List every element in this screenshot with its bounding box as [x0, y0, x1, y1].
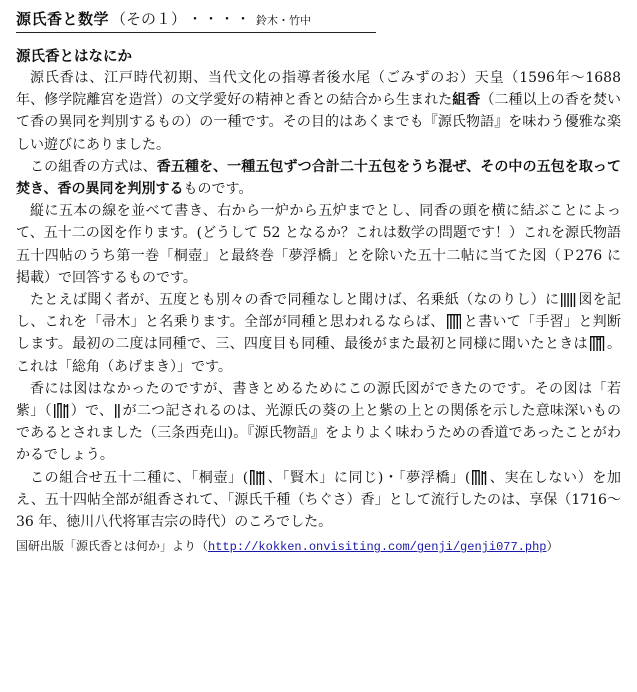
- paragraph: [16, 289, 621, 378]
- mark-bar: [603, 337, 604, 351]
- bold-text: 組香: [452, 92, 481, 109]
- paragraph: [16, 467, 621, 534]
- genji-mark-yumeukihashi-icon: [472, 470, 487, 485]
- text-run: この組香の方式は、: [30, 158, 157, 175]
- mark-bar: [590, 337, 591, 351]
- mark-bar: [118, 404, 119, 418]
- mark-link: [250, 470, 255, 471]
- body-text: [16, 67, 621, 533]
- mark-bar: [593, 337, 594, 351]
- genji-mark-tenarai-icon: [447, 314, 462, 329]
- mark-bar: [456, 315, 457, 329]
- mark-bar: [60, 404, 61, 418]
- mark-link: [472, 470, 480, 471]
- text-run: が二つ記されるのは、光源氏の葵の上と紫の上との関係を示した意味深いものであるとされました（三条西尭山)。『源氏物語』をよりよく味わうための香道であったことがわかるでしょう。: [16, 403, 621, 464]
- genji-mark-pair-icon: [115, 403, 120, 418]
- text-run: 香には図はなかったのですが、書きとめるためにこの源氏図ができたのです。その図は「若紫」（: [16, 380, 621, 420]
- paragraph: [16, 67, 621, 156]
- source-citation: 国研出版「源氏香とは何か」より（: [16, 539, 209, 554]
- mark-link: [482, 472, 487, 473]
- section-heading: 源氏香とはなにか: [16, 48, 132, 65]
- mark-link: [63, 406, 68, 407]
- genji-mark-wakamurasaki-icon: [54, 403, 69, 418]
- genji-mark-agemaki-icon: [590, 336, 605, 351]
- text-run: ものです。: [183, 181, 253, 198]
- mark-bar: [476, 471, 477, 485]
- mark-bar: [571, 293, 572, 307]
- mark-bar: [459, 315, 460, 329]
- mark-link: [447, 314, 461, 315]
- title-row: [16, 8, 376, 33]
- mark-link: [57, 403, 62, 404]
- text-run: （二種以上の香を焚いて香の異同を判別するもの）の一種です。その目的はあくまでも『源氏物語』を味わう優雅な楽しい遊びにありました。: [16, 92, 622, 153]
- mark-bar: [115, 404, 116, 418]
- mark-link: [596, 339, 601, 340]
- mark-bar: [57, 404, 58, 418]
- mark-bar: [574, 293, 575, 307]
- mark-link: [590, 336, 604, 337]
- mark-bar: [54, 404, 55, 418]
- text-run: 。これは「総角（あげまき）」です。: [16, 336, 621, 375]
- mark-bar: [450, 315, 451, 329]
- source-footer: [16, 537, 621, 556]
- text-run: 、「賢木」に同じ)・「夢浮橋」(: [267, 469, 471, 486]
- text-run: ）で、: [70, 403, 114, 420]
- text-run: たとえば聞く者が、五度とも別々の香で同種なしと聞けば、名乗紙（なのりし）に: [30, 292, 560, 309]
- mark-bar: [250, 471, 251, 485]
- source-link[interactable]: http://kokken.onvisiting.com/genji/genji077.php: [208, 540, 547, 555]
- title-dots: ・・・・: [188, 12, 253, 28]
- title-part: （その１）: [111, 10, 187, 28]
- title-author: 鈴木・竹中: [256, 14, 312, 27]
- mark-bar: [472, 471, 473, 485]
- mark-bar: [253, 471, 254, 485]
- mark-link: [257, 472, 265, 473]
- source-close: ）: [546, 539, 559, 554]
- page-title: 源氏香と数学: [16, 10, 110, 28]
- genji-mark-hahakigi-icon: [561, 292, 576, 307]
- paragraph: [16, 156, 621, 200]
- text-run: この組合せ五十二種に、「桐壺」(: [30, 469, 249, 486]
- mark-bar: [564, 293, 565, 307]
- bold-text: 香五種を、一種五包ずつ合計二十五包をうち混ぜ、その中の五包を取って焚き、香の異同を判別する: [16, 158, 622, 198]
- mark-bar: [479, 471, 480, 485]
- text-run: 図を記し、これを「帚木」と名乗ります。全部が同種と思われるならば、: [16, 292, 622, 331]
- document-page: [16, 8, 621, 556]
- text-run: 縦に五本の線を並べて書き、右から一炉から五炉までとし、同香の頭を横に結ぶことによって、五十二の図を作ります。(どうして 52 となるか？これは数学の問題です！）これを源氏物語五十四帖のうち第一巻「桐壺」と最終巻「夢浮橋」とを除いた五十二帖に当てた図（Ｐ276 に掲載）で回答するものです。: [16, 203, 621, 286]
- text-run: 源氏香は、江戸時代初期、当代文化の指導者後水尾（ごみずのお）天皇（1596年～1688 年、修学院離宮を造営）の文学愛好の精神と香との結合から生まれた: [16, 70, 621, 109]
- mark-bar: [568, 293, 569, 307]
- text-run: 、実在しない）を加え、五十四帖全部が組香されて、「源氏千種（ちぐさ）香」として流行したのは、享保（1716～36 年、徳川八代将軍吉宗の時代）のころでした。: [16, 469, 621, 531]
- mark-bar: [561, 293, 562, 307]
- text-run: と書いて「手習」と判断します。最初の二度は同種で、三、四度目も同種、最後がまた最初と同様に聞いたときは: [16, 314, 621, 353]
- mark-bar: [453, 315, 454, 329]
- paragraph: [16, 378, 621, 467]
- paragraph: [16, 200, 621, 289]
- genji-mark-kiritsubo-icon: [250, 470, 265, 485]
- mark-bar: [447, 315, 448, 329]
